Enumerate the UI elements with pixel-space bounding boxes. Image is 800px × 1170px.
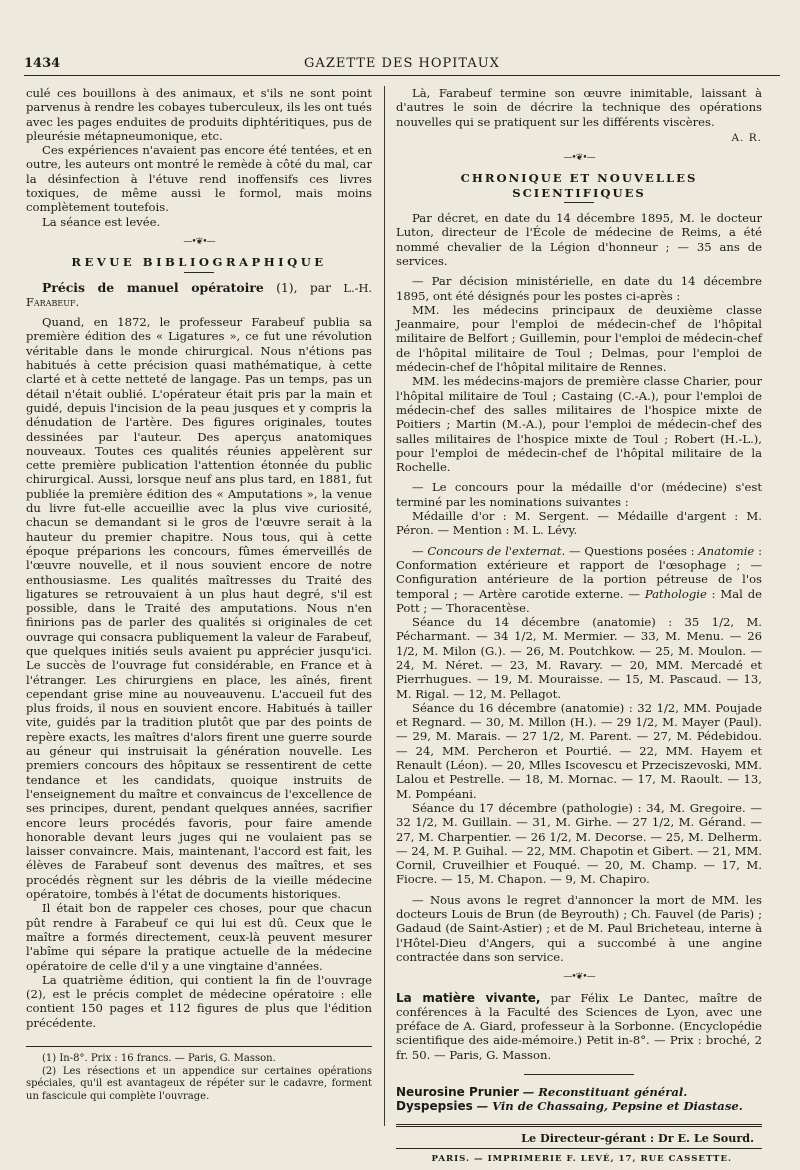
ornament-divider-pub: —•❦•— (563, 972, 595, 983)
section-title-chronique: CHRONIQUE ET NOUVELLES SCIENTIFIQUES (460, 171, 698, 200)
intro-paragraph-2: Ces expériences n'avaient pas encore été tentées, et en outre, les auteurs ont montré le remède à côté du mal, car la désinfection à l'étuve rend inoffensifs ces livres toxiques, de même aussi le formol, mais moins complètement toutefois. (26, 143, 372, 215)
seance-levee: La séance est levée. (42, 214, 161, 229)
header-rule (24, 75, 780, 76)
director-rule-bottom (396, 1148, 762, 1149)
body-paragraph-2: Il était bon de rappeler ces choses, pour que chacun pût rendre à Farabeuf ce qui lui est dû. Ceux que le maître a formés directement, ceux-là peuvent mesurer l'abîme qui sépare la pratique actuelle de la médecine opératoire de celle d'il y a une vingtaine d'années. (26, 901, 372, 973)
section-title-revue: REVUE BIBLIOGRAPHIQUE (71, 255, 327, 270)
publication-text: par Félix Le Dantec, maître de conférences à la Faculté des Sciences de Lyon, avec une préface de A. Giard, professeur à la Sorbonne. (Encyclopédie scientifique des aide-mémoire.) Petit in-8°. — Prix : broché, 2 fr. 50. — Paris, G. Masson. (396, 990, 762, 1062)
section-rule-right (564, 202, 594, 203)
pathologie-label: Pathologie (644, 586, 707, 601)
article-heading (26, 281, 372, 310)
director-line: Le Directeur-gérant : Dr E. Le Sourd. (521, 1130, 754, 1145)
footnote-1: (1) In-8°. Prix : 16 francs. — Paris, G. Masson. (42, 1053, 276, 1064)
publication-title: La matière vivante, (396, 990, 541, 1005)
article-ref: (1), par (276, 279, 332, 295)
ad-rule (524, 1074, 634, 1075)
seance-paragraph-3: Séance du 17 décembre (pathologie) : 34, M. Gregoire. — 32 1/2, M. Guillain. — 31, M. Girhe. — 27 1/2, M. Gérand. — 27, M. Charpentier. — 26 1/2, M. Decorse. — 25, M. Delherm. — 24, M. P. Guihal. — 22, MM. Chapotin et Gibert. — 21, MM. Cornil, Cruveilhier et Fouqué. — 20, M. Champ. — 17, M. Fiocre. — 15, M. Chapon. — 9, M. Chapiro. (396, 800, 762, 887)
column-divider (384, 86, 385, 1126)
publication-notice (396, 991, 762, 1062)
right-column (396, 86, 762, 1166)
news-paragraph-6: Médaille d'or : M. Sergent. — Médaille d'argent : M. Péron. — Mention : M. L. Lévy. (396, 509, 762, 538)
page-header (24, 50, 780, 76)
anatomie-label: Anatomie (698, 543, 755, 558)
concours-label: — Concours de l'externat. (412, 543, 566, 558)
director-rule-top (396, 1124, 762, 1127)
ad-title-2: Dyspepsies (396, 1099, 473, 1114)
page-number: 1434 (24, 56, 61, 71)
news-paragraph-4: MM. les médecins-majors de première classe Charier, pour l'hôpital militaire de Toul ; Castaing (C.-A.), pour l'emploi de médecin-chef des salles militaires de l'hospice mixte de Poitiers ; Martin (M.-A.), pour l'emploi de médecin-chef des salles militaires de l'hospice mixte de Toul ; Robert (H.-L.), pour l'emploi de médecin-chef de l'hôpital militaire de la Rochelle. (396, 374, 762, 475)
closing-paragraph: Là, Farabeuf termine son œuvre inimitable, laissant à d'autres le soin de décrire la technique des opérations nouvelles qui se pratiquent sur les différents viscères. (396, 86, 762, 129)
signature: A. R. (731, 131, 762, 144)
left-column (26, 86, 372, 1116)
news-paragraph-3: MM. les médecins principaux de deuxième classe Jeanmaire, pour l'emploi de médecin-chef de l'hôpital militaire de Belfort ; Guillemin, pour l'emploi de médecin-chef de l'hôpital militaire de Toul ; Delmas, pour l'emploi de médecin-chef de l'hôpital militaire de Rennes. (396, 302, 762, 375)
ad-tail-2: — Vin de Chassaing, Pepsine et Diastase. (476, 1099, 743, 1114)
ad-title-1: Neurosine Prunier (396, 1085, 519, 1099)
news-paragraph-2: — Par décision ministérielle, en date du 14 décembre 1895, ont été désignés pour les postes ci-après : (396, 274, 762, 303)
section-rule (184, 272, 214, 273)
ad-line-2 (396, 1099, 762, 1113)
intro-paragraph-1: culé ces bouillons à des animaux, et s'ils ne sont point parvenus à rendre les cobayes tuberculeux, ils les ont tués avec les pages enduites de produits diphtéritiques, pus de pleurésie métapneumonique, etc. (26, 86, 372, 143)
pathologie-text: : Mal de Pott ; — Thoracentèse. (396, 586, 762, 615)
news-paragraph-5: — Le concours pour la médaille d'or (médecine) s'est terminé par les nominations suivantes : (396, 480, 762, 509)
body-paragraph-3: La quatrième édition, qui contient la fin de l'ouvrage (2), est le précis complet de médecine opératoire : elle contient 150 pages et 112 figures de plus que l'édition précédente. (26, 972, 372, 1030)
anatomie-text: : Conformation extérieure et rapport de l'œsophage ; — Configuration antérieure de la portion pétreuse de l'os temporal ; — Artère carotide externe. — (396, 543, 763, 601)
ornament-divider: —•❦•— (183, 236, 215, 247)
concours-text: — Questions posées : (565, 543, 699, 558)
ornament-divider-right: —•❦•— (563, 153, 595, 164)
seance-paragraph-2: Séance du 16 décembre (anatomie) : 32 1/2, MM. Poujade et Regnard. — 30, M. Millon (H.). — 29 1/2, M. Mayer (Paul). — 29, M. Marais. — 27 1/2, M. Parent. — 27, M. Pédebidou. — 24, MM. Percheron et Pourtié. — 22, MM. Hayem et Renault (Léon). — 20, Mlles Iscovescu et Przeciszevoski, MM. Lalou et Pestrelle. — 18, M. Mornac. — 17, M. Raoult. — 13, M. Pompéani. (396, 700, 762, 801)
footnote-rule (26, 1046, 372, 1047)
article-author: L.-H. Farabeuf. (26, 280, 372, 309)
footnote-2: (2) Les résections et un appendice sur certaines opérations spéciales, qu'il est avantageux de répéter sur le cadavre, forment un fascicule qui complète l'ouvrage. (26, 1065, 372, 1102)
ad-tail-1: — Reconstituant général. (522, 1085, 688, 1099)
journal-title: GAZETTE DES HOPITAUX (304, 56, 500, 71)
article-title: Précis de manuel opératoire (42, 279, 264, 295)
ad-line-1 (396, 1085, 762, 1099)
news-paragraph-1: Par décret, en date du 14 décembre 1895, M. le docteur Luton, directeur de l'École de médecine de Reims, a été nommé chevalier de la Légion d'honneur ; — 35 ans de services. (396, 211, 762, 268)
body-paragraph-1: Quand, en 1872, le professeur Farabeuf publia sa première édition des « Ligatures », ce fut une révolution véritable dans le monde chirurgical. Nous n'étions pas habitués à cette précision quasi mathématique, à cette clarté et à cette netteté de langage. Pas un temps, pas un détail n'était oublié. L'opérateur était pris par la main et guidé, depuis l'incision de la peau jusques et y compris la dénudation de l'artère. Des figures originales, toutes dessinées par l'auteur. Des aperçus anatomiques nouveaux. Toutes ces qualités réunies appelèrent sur cette première publication l'attention étonnée du public chirurgical. Aussi, lorsque neuf ans plus tard, en 1881, fut publiée la première édition des « Amputations », la venue du livre fut-elle accueillie avec la plus vive curiosité, chacun se demandant si le gros de l'œuvre serait à la hauteur du premier chapitre. Nous tous, qui à cette époque préparions les concours, fûmes émerveillés de l'œuvre nouvelle, et il nous souvient encore de notre enthousiasme. Les qualités maîtresses du Traité des ligatures se retrouvaient à un plus haut degré, s'il est possible, dans le Traité des amputations. Nous n'en finirions pas de parler des qualités si originales de cet ouvrage qui consacra publiquement la valeur de Farabeuf, que quelques initiés seuls avaient pu apprécier jusqu'ici. Le succès de l'ouvrage fut considérable, en France et à l'étranger. Les chirurgiens en place, les aînés, firent cependant grise mine au nouveauvenu. L'accueil fut des plus froids, il nous en souvient encore. Habitués à tailler vite, guidés par la tradition plutôt que par des points de repère exacts, les maîtres d'alors firent une guerre sourde au géneur qui instruisait la génération nouvelle. Les premiers concours des hôpitaux se ressentirent de cette tendance et les candidats, quoique instruits de l'enseignement du maître et convaincus de l'excellence de ses principes, durent, pendant quelques années, sacrifier encore leurs procédés favoris, pour faire amende honorable devant leurs juges qui ne voulaient pas se laisser convaincre. Mais, maintenant, l'accord est fait, les élèves de Farabeuf sont devenus des maîtres, et ses procédés règnent sur les débris de la vieille médecine opératoire, tombés à l'état de documents historiques. (26, 315, 372, 902)
concours-paragraph (396, 544, 762, 615)
seance-paragraph-1: Séance du 14 décembre (anatomie) : 35 1/2, M. Pécharmant. — 34 1/2, M. Mermier. — 33, M. Menu. — 26 1/2, M. Milon (G.). — 26, M. Poutchkow. — 25, M. Moulon. — 24, M. Néret. — 23, M. Ravary. — 20, MM. Mercadé et Pierrhugues. — 19, M. Mouraisse. — 15, M. Pascaud. — 13, M. Rigal. — 12, M. Pellagot. (396, 615, 762, 701)
obituary-paragraph: — Nous avons le regret d'annoncer la mort de MM. les docteurs Louis de Brun (de Beyrouth) ; Ch. Fauvel (de Paris) ; Gadaud (de Saint-Astier) ; et de M. Paul Bricheteau, interne à l'Hôtel-Dieu d'Angers, qui a succombé à une angine contractée dans son service. (396, 892, 762, 964)
printer-line: PARIS. — IMPRIMERIE F. LEVÉ, 17, RUE CASSETTE. (431, 1153, 732, 1164)
